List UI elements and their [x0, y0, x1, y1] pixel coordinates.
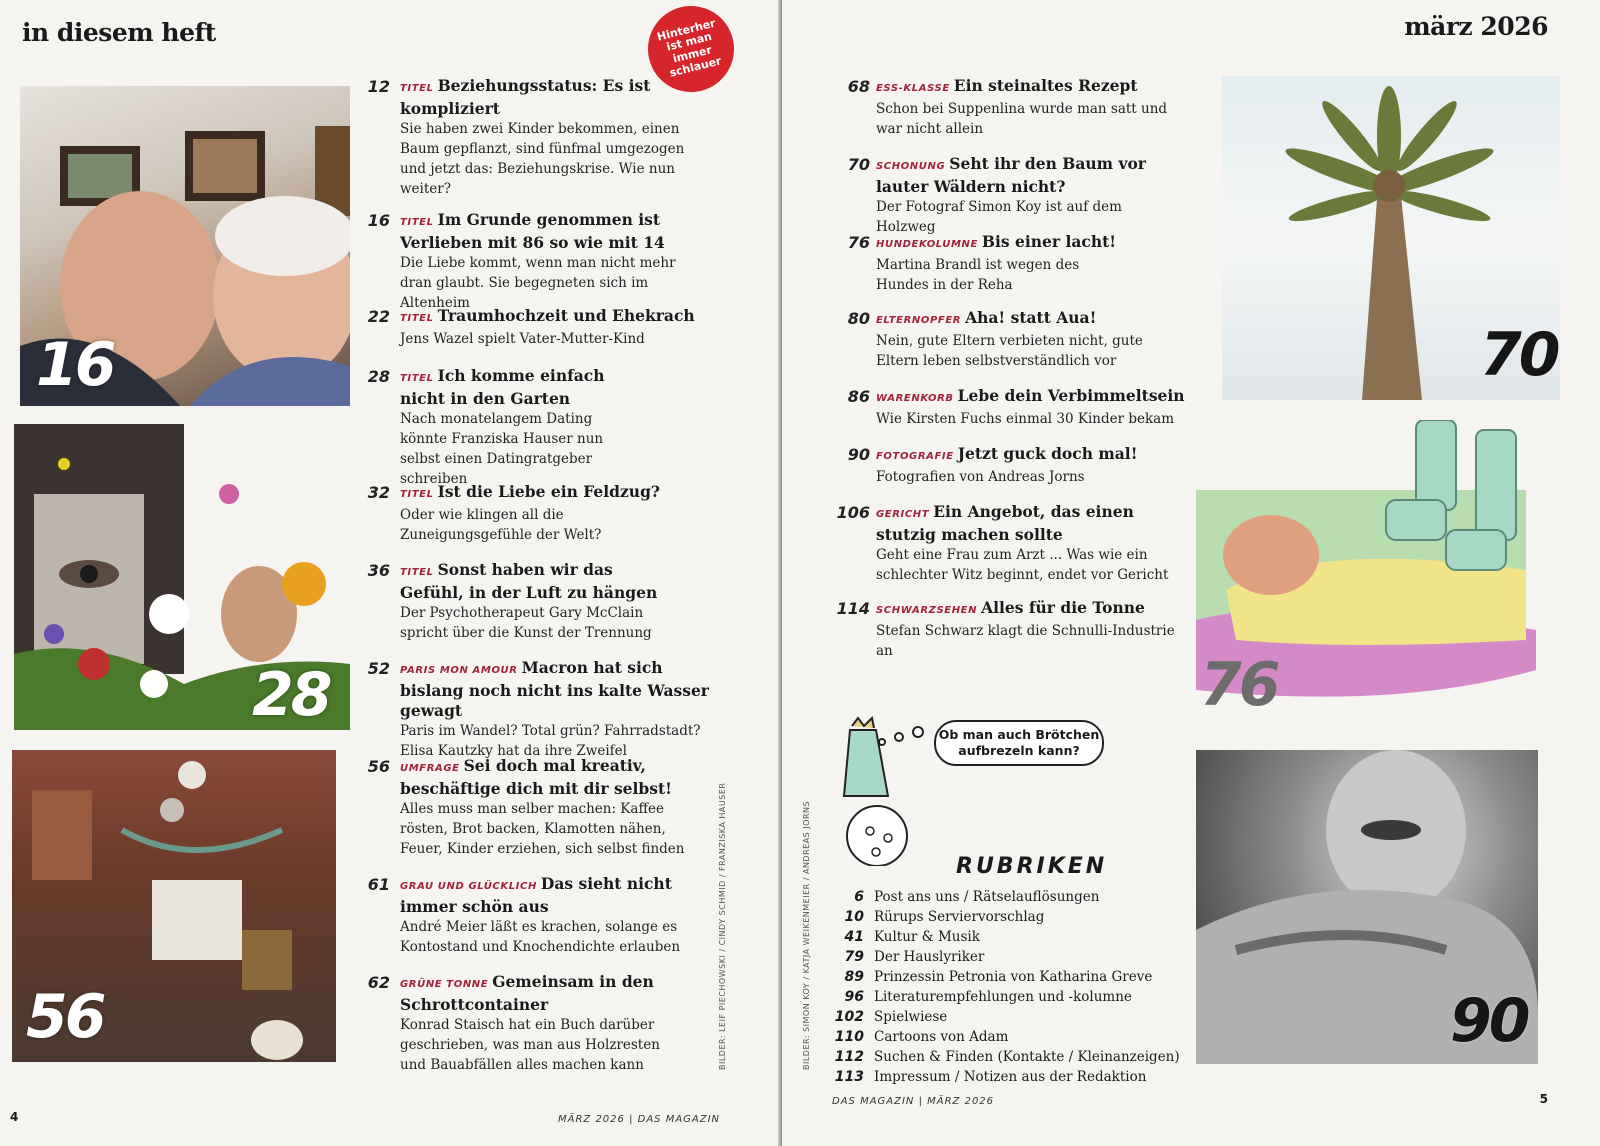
- entry-category: TITEL: [400, 313, 434, 324]
- rubriken-heading: RUBRIKEN: [956, 854, 1108, 879]
- entry-page-number: 56: [367, 757, 390, 776]
- rubrik-page-number: 112: [834, 1049, 864, 1065]
- entry-description: Oder wie klingen all die Zuneigungsgefühle der Welt?: [400, 507, 602, 543]
- entry-page-number: 32: [367, 483, 390, 502]
- cartoon-figure-icon: [832, 716, 942, 866]
- entry-page-number: 28: [367, 367, 390, 386]
- rubrik-label: Spielwiese: [874, 1009, 948, 1025]
- entry-category: SCHWARZSEHEN: [876, 605, 978, 616]
- entry-category: GERICHT: [876, 509, 930, 520]
- page-header: in diesem heft: [22, 18, 216, 47]
- page-footer: MÄRZ 2026 | DAS MAGAZIN: [558, 1114, 721, 1125]
- photo-credit: BILDER: LEIF PIECHOWSKI / CINDY SCHMID / FRANZISKA HAUSER: [718, 782, 727, 1070]
- entry-description: Der Psychotherapeut Gary McClain spricht über die Kunst der Trennung: [400, 605, 652, 641]
- photo-number: 90: [1450, 986, 1528, 1056]
- photo-number: 56: [26, 982, 104, 1052]
- rubrik-item[interactable]: [824, 929, 1180, 949]
- entry-page-number: 12: [367, 77, 390, 96]
- entry-title: Ein Angebot, das einen stutzig machen sollte: [876, 502, 1134, 544]
- entry-page-number: 68: [847, 77, 870, 96]
- rubrik-label: Prinzessin Petronia von Katharina Greve: [874, 969, 1153, 985]
- entry-description: Schon bei Suppenlina wurde man satt und war nicht allein: [876, 101, 1168, 137]
- rubrik-item[interactable]: [824, 969, 1180, 989]
- entry-description: Wie Kirsten Fuchs einmal 30 Kinder bekam: [876, 411, 1175, 427]
- entry-title: Beziehungsstatus: Es ist kompliziert: [400, 76, 651, 118]
- entry-page-number: 62: [367, 973, 390, 992]
- entry-description: Die Liebe kommt, wenn man nicht mehr dran glaubt. Sie begegneten sich im Altenheim: [400, 255, 676, 311]
- photo-number: 16: [36, 330, 114, 400]
- entry-page-number: 86: [847, 387, 870, 406]
- rubrik-page-number: 89: [844, 969, 864, 985]
- rubrik-label: Suchen & Finden (Kontakte / Kleinanzeigen): [874, 1049, 1180, 1065]
- rubriken-list: [824, 889, 1180, 1089]
- entry-page-number: 61: [367, 875, 390, 894]
- entry-page-number: 114: [836, 599, 870, 618]
- photo-portrait: [1196, 750, 1538, 1064]
- entry-title: Jetzt guck doch mal!: [957, 444, 1138, 463]
- rubrik-label: Impressum / Notizen aus der Redaktion: [874, 1069, 1147, 1085]
- rubrik-page-number: 41: [844, 929, 864, 945]
- photo-couple: [20, 86, 350, 406]
- rubrik-item[interactable]: [824, 1029, 1180, 1049]
- rubrik-item[interactable]: [824, 909, 1180, 929]
- entry-category: TITEL: [400, 83, 434, 94]
- right-page: [782, 0, 1600, 1146]
- photo-number: 70: [1480, 320, 1558, 390]
- left-page: [0, 0, 782, 1146]
- entry-category: GRÜNE TONNE: [400, 979, 489, 990]
- rubrik-label: Der Hauslyriker: [874, 949, 985, 965]
- entry-category: UMFRAGE: [400, 763, 460, 774]
- rubrik-item[interactable]: [824, 889, 1180, 909]
- entry-page-number: 70: [847, 155, 870, 174]
- photo-illustration-robot: [1196, 420, 1538, 720]
- rubrik-page-number: 79: [844, 949, 864, 965]
- teaser-badge: Hinterher ist man immer schlauer: [639, 0, 743, 101]
- photo-number: 76: [1200, 650, 1278, 720]
- entry-description: André Meier läßt es krachen, solange es Kontostand und Knochendichte erlauben: [400, 919, 681, 955]
- entry-category: TITEL: [400, 217, 434, 228]
- entry-category: PARIS MON AMOUR: [400, 665, 518, 676]
- entry-description: Nach monatelangem Dating könnte Franziska Hauser nun selbst einen Datingratgeber schreiben: [400, 411, 604, 487]
- entry-description: Stefan Schwarz klagt die Schnulli-Industrie an: [876, 623, 1175, 659]
- entry-page-number: 16: [367, 211, 390, 230]
- entry-description: Paris im Wandel? Total grün? Fahrradstadt? Elisa Kautzky hat da ihre Zweifel: [400, 723, 701, 759]
- entry-description: Alles muss man selber machen: Kaffee rösten, Brot backen, Klamotten nähen, Feuer, Kinder erziehen, sich selbst finden: [400, 801, 685, 857]
- rubrik-item[interactable]: [824, 949, 1180, 969]
- rubrik-page-number: 113: [834, 1069, 864, 1085]
- rubrik-page-number: 10: [844, 909, 864, 925]
- entry-page-number: 36: [367, 561, 390, 580]
- thought-dot: [878, 738, 886, 746]
- page-number: 5: [1539, 1092, 1548, 1106]
- entry-page-number: 22: [367, 307, 390, 326]
- entry-page-number: 90: [847, 445, 870, 464]
- entry-category: SCHONUNG: [876, 161, 946, 172]
- entry-title: Sonst haben wir das Gefühl, in der Luft zu hängen: [400, 560, 658, 602]
- entry-description: Geht eine Frau zum Arzt ... Was wie ein schlechter Witz beginnt, endet vor Gericht: [876, 547, 1169, 583]
- photo-room: [12, 750, 336, 1062]
- entry-title: Sei doch mal kreativ, beschäftige dich mit dir selbst!: [400, 756, 672, 798]
- photo-palm: [1222, 76, 1560, 400]
- page-header: märz 2026: [1404, 12, 1548, 41]
- entry-title: Macron hat sich bislang noch nicht ins kalte Wasser gewagt: [400, 658, 709, 720]
- thought-dot: [912, 726, 924, 738]
- entry-title: Traumhochzeit und Ehekrach: [437, 306, 695, 325]
- entry-title: Seht ihr den Baum vor lauter Wäldern nicht?: [876, 154, 1146, 196]
- rubrik-label: Literaturempfehlungen und -kolumne: [874, 989, 1132, 1005]
- entry-category: HUNDEKOLUMNE: [876, 239, 978, 250]
- entry-page-number: 80: [847, 309, 870, 328]
- entry-description: Fotografien von Andreas Jorns: [876, 469, 1085, 485]
- entry-page-number: 52: [367, 659, 390, 678]
- rubrik-item[interactable]: [824, 989, 1180, 1009]
- entry-description: Jens Wazel spielt Vater-Mutter-Kind: [400, 331, 645, 347]
- page-number: 4: [10, 1110, 19, 1124]
- entry-description: Konrad Staisch hat ein Buch darüber geschrieben, was man aus Holzresten und Bauabfällen alles machen kann: [400, 1017, 660, 1073]
- entry-description: Martina Brandl ist wegen des Hundes in der Reha: [876, 257, 1080, 293]
- entry-category: GRAU UND GLÜCKLICH: [400, 881, 537, 892]
- thought-dot: [894, 732, 904, 742]
- photo-credit: BILDER: SIMON KOY / KATJA WEIKENMEIER / ANDREAS JORNS: [802, 800, 811, 1070]
- entry-title: Ich komme einfach nicht in den Garten: [400, 366, 605, 408]
- entry-title: Bis einer lacht!: [981, 232, 1117, 251]
- entry-title: Im Grunde genommen ist Verlieben mit 86 so wie mit 14: [400, 210, 665, 252]
- entry-description: Sie haben zwei Kinder bekommen, einen Baum gepflanzt, sind fünfmal umgezogen und jetzt das: Beziehungskrise. Wie nun weiter?: [400, 121, 685, 197]
- entry-category: WARENKORB: [876, 393, 954, 404]
- entry-description: Nein, gute Eltern verbieten nicht, gute Eltern leben selbstverständlich vor: [876, 333, 1143, 369]
- rubrik-page-number: 6: [854, 889, 864, 905]
- entry-category: TITEL: [400, 373, 434, 384]
- rubrik-label: Cartoons von Adam: [874, 1029, 1009, 1045]
- entry-title: Alles für die Tonne: [981, 598, 1145, 617]
- thought-bubble: Ob man auch Brötchen aufbrezeln kann?: [934, 720, 1104, 766]
- rubrik-label: Rürups Serviervorschlag: [874, 909, 1045, 925]
- entry-title: Aha! statt Aua!: [965, 308, 1097, 327]
- photo-number: 28: [252, 660, 330, 730]
- rubrik-label: Kultur & Musik: [874, 929, 980, 945]
- entry-title: Ist die Liebe ein Feldzug?: [437, 482, 660, 501]
- rubrik-page-number: 110: [834, 1029, 864, 1045]
- rubrik-item[interactable]: [824, 1069, 1180, 1089]
- entry-title: Das sieht nicht immer schön aus: [400, 874, 672, 916]
- rubrik-item[interactable]: [824, 1009, 1180, 1029]
- rubrik-page-number: 96: [844, 989, 864, 1005]
- entry-category: FOTOGRAFIE: [876, 451, 954, 462]
- rubrik-label: Post ans uns / Rätselauflösungen: [874, 889, 1100, 905]
- rubrik-page-number: 102: [834, 1009, 864, 1025]
- entry-page-number: 76: [847, 233, 870, 252]
- entry-page-number: 106: [836, 503, 870, 522]
- entry-title: Lebe dein Verbimmeltsein: [957, 386, 1185, 405]
- entry-category: TITEL: [400, 489, 434, 500]
- entry-description: Der Fotograf Simon Koy ist auf dem Holzweg: [876, 199, 1122, 235]
- entry-title: Gemeinsam in den Schrottcontainer: [400, 972, 654, 1014]
- entry-category: ESS-KLASSE: [876, 83, 950, 94]
- page-footer: DAS MAGAZIN | MÄRZ 2026: [832, 1096, 995, 1107]
- entry-category: TITEL: [400, 567, 434, 578]
- entry-category: ELTERNOPFER: [876, 315, 962, 326]
- photo-collage: [14, 424, 350, 730]
- entry-title: Ein steinaltes Rezept: [953, 76, 1138, 95]
- rubrik-item[interactable]: [824, 1049, 1180, 1069]
